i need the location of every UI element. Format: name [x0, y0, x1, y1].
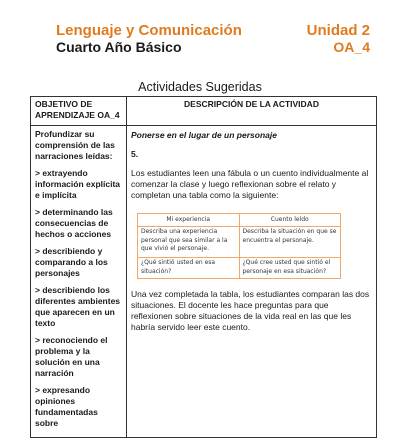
activity-title: Ponerse en el lugar de un personaje	[131, 130, 277, 140]
reflection-cell: Describa la situación en que se encuentra el personaje.	[239, 227, 341, 258]
objective-cell	[31, 126, 127, 438]
section-title: Actividades Sugeridas	[138, 80, 262, 94]
reflection-header-row	[138, 214, 341, 227]
table-header-row	[31, 97, 377, 126]
activity-paragraph: Los estudiantes leen una fábula o un cuento individualmente al comenzar la clase y luego reflexionan sobre el relato y completan una tabla como la siguiente:	[131, 168, 369, 200]
description-column-header: DESCRIPCIÓN DE LA ACTIVIDAD	[127, 97, 377, 126]
objective-code: OA_4	[333, 39, 370, 55]
reflection-table	[137, 213, 341, 279]
reflection-row	[138, 227, 341, 258]
unit-label: Unidad 2	[306, 22, 370, 39]
table-row	[31, 126, 377, 438]
activities-table	[30, 96, 377, 438]
reflection-header: Cuento leído	[239, 214, 341, 227]
subject-title: Lenguaje y Comunicación	[56, 22, 242, 39]
activity-cell	[127, 126, 377, 438]
activity-paragraph: Una vez completada la tabla, los estudiantes comparan las dos situaciones. El docente les hace preguntas para que reflexionen sobre situaciones de la vida real en las que les habría servido leer este cuento.	[131, 289, 370, 332]
header-left	[56, 22, 242, 55]
reflection-header: Mi experiencia	[138, 214, 240, 227]
objective-item: > describiendo los diferentes ambientes que aparecen en un texto	[35, 285, 121, 328]
objective-column-header: OBJETIVO DE APRENDIZAJE OA_4	[31, 97, 127, 126]
objective-item: > determinando las consecuencias de hechos o acciones	[35, 207, 113, 239]
header-right	[307, 22, 370, 55]
objective-intro: Profundizar su comprensión de las narraciones leídas:	[35, 129, 115, 161]
objective-item: > reconociendo el problema y la solución en una narración	[35, 335, 108, 378]
activity-number: 5.	[131, 149, 139, 159]
objective-item: > expresando opiniones fundamentadas sobre	[35, 385, 98, 428]
reflection-cell: ¿Qué sintió usted en esa situación?	[138, 258, 240, 279]
grade-label: Cuarto Año Básico	[56, 39, 182, 55]
objective-item: > describiendo y comparando a los personajes	[35, 246, 108, 278]
objective-item: > extrayendo información explícita e implícita	[35, 168, 121, 200]
reflection-row	[138, 258, 341, 279]
reflection-cell: ¿Qué cree usted que sintió el personaje en esa situación?	[239, 258, 341, 279]
reflection-cell: Describa una experiencia personal que sea similar a la que vivió el personaje.	[138, 227, 240, 258]
